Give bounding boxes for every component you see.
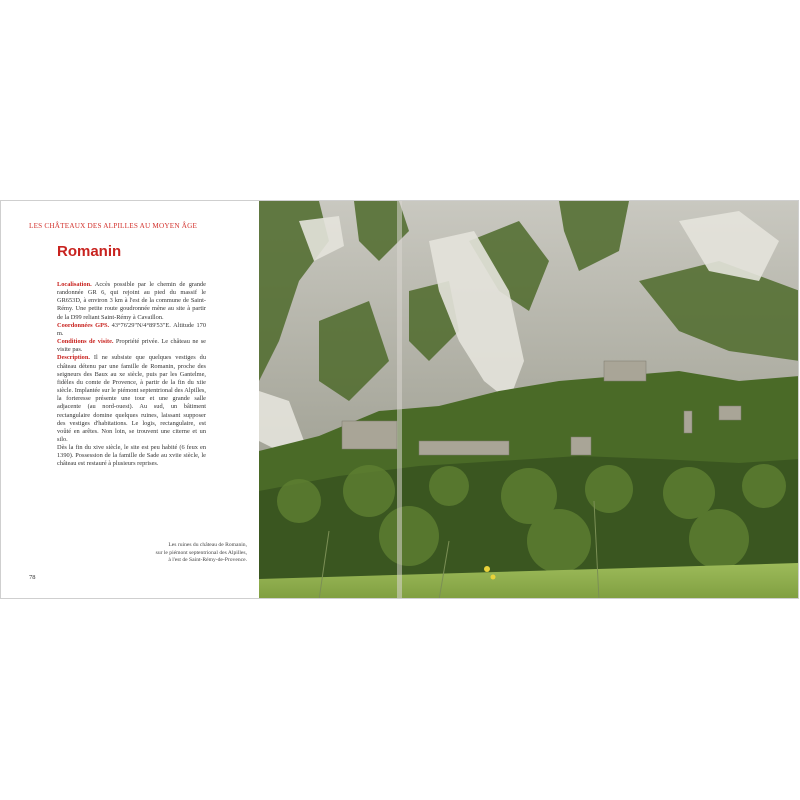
text-localisation: Accès possible par le chemin de grande randonnée GR 6, qui rejoint au pied du massif le GR653D, à environ 3 km à l'est de la commune de Saint-Rémy. Une petite route goudronnée mène au site à partir de la D99 reliant Saint-Rémy à Cavaillon. xyxy=(57,281,206,321)
paragraph-description xyxy=(57,354,206,444)
paragraph-gps xyxy=(57,322,206,338)
book-spread xyxy=(0,200,799,599)
body-text xyxy=(57,281,206,469)
caption-line: sur le piémont septentrional des Alpilles, xyxy=(155,549,247,556)
label-description: Description. xyxy=(57,354,90,362)
running-head: LES CHÂTEAUX DES ALPILLES AU MOYEN ÂGE xyxy=(29,222,198,230)
paragraph-history xyxy=(57,444,206,468)
text-history: Dès la fin du xive siècle, le site est peu habité (6 feux en 1390). Possession de la famille de Sade au xviie siècle, le château est restauré à plusieurs reprises. xyxy=(57,444,206,468)
paragraph-localisation xyxy=(57,281,206,322)
caption-line: à l'est de Saint-Rémy-de-Provence. xyxy=(168,557,247,564)
paragraph-conditions xyxy=(57,338,206,354)
label-conditions: Conditions de visite. xyxy=(57,338,114,346)
text-description: Il ne subsiste que quelques vestiges du château détenu par une famille de Romanin, proche des seigneurs des Baux au xe siècle, puis par les Gantelme, fidèles du comte de Provence, à partir de la fin du xiie siècle. Implantée sur le piémont septentrional des Alpilles, la forteresse présente une tour et une grande salle adjacente (au nord-ouest). Au sud, un bâtiment rectangulaire domine quelques ruines, laissant supposer des vestiges d'habitations. Le logis, rectangulaire, est voûté en arêtes. Non loin, se trouvent une citerne et un silo. xyxy=(57,354,206,443)
text-gps: 43°76'29"N/4°89'53"E. Altitude 170 m. xyxy=(57,321,206,337)
caption-line: Les ruines du château de Romanin, xyxy=(168,542,247,548)
label-localisation: Localisation. xyxy=(57,281,92,288)
chapter-title: Romanin xyxy=(57,243,122,260)
left-page xyxy=(1,201,259,599)
photo-caption xyxy=(77,542,247,565)
text-conditions: Propriété privée. Le château ne se visite pas. xyxy=(57,338,207,354)
castle-photo xyxy=(259,201,799,599)
page-number: 78 xyxy=(29,574,36,581)
label-gps: Coordonnées GPS. xyxy=(57,321,110,329)
gutter-fold xyxy=(397,201,402,599)
photo-illustration xyxy=(259,201,799,599)
